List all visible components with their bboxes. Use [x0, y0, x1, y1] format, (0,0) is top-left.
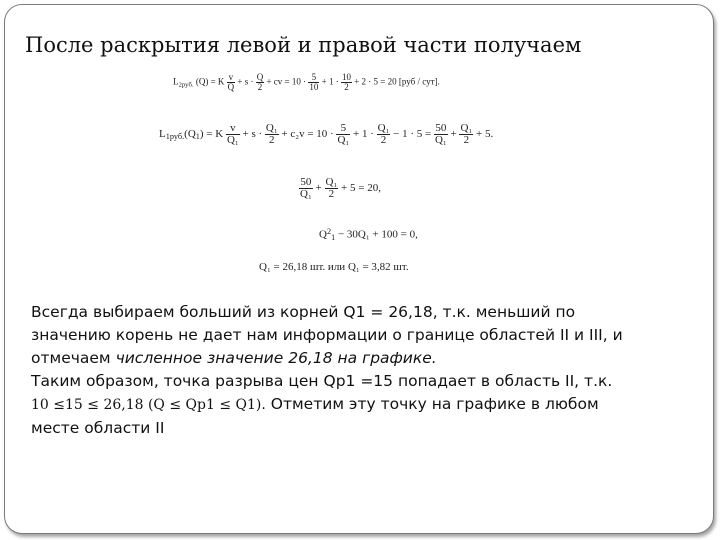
numerator: Q₁ [325, 176, 338, 188]
numerator: Q₁ [460, 122, 473, 134]
formula-text: + cv = 10 · [266, 76, 307, 87]
fraction [377, 123, 391, 146]
formula-quadratic [319, 227, 418, 242]
text-span: Отметим эту точку на графике в любом [265, 395, 599, 413]
numerator: Q₁ [377, 122, 390, 134]
fraction [265, 123, 279, 146]
numerator: Q [256, 72, 264, 82]
denominator: Q₁ [300, 188, 312, 200]
slide [4, 4, 714, 534]
numerator: 5 [336, 123, 350, 135]
numerator: 50 [435, 122, 447, 134]
fraction [459, 123, 473, 146]
text-line: Таким образом, точка разрыва цен Qp1 =15 попадает в область II, т.к. [31, 372, 613, 390]
explanation-text [31, 301, 701, 440]
fraction [299, 177, 313, 200]
inequality-text: 10 ≤15 ≤ 26,18 (Q ≤ Qp1 ≤ Q1). [31, 397, 266, 413]
fraction [325, 177, 339, 200]
denominator: 2 [257, 82, 263, 92]
formula-text: + s · [237, 76, 254, 87]
text-line: Всегда выбираем больший из корней Q1 = 26,18, т.к. меньший по [31, 303, 576, 321]
fraction [226, 123, 240, 146]
text-line [31, 393, 701, 417]
denominator: Q₁ [226, 134, 239, 146]
numerator: Q₁ [265, 122, 278, 134]
formula-text: + [315, 182, 322, 195]
fraction [308, 73, 319, 92]
fraction [336, 123, 350, 146]
denominator: 2 [269, 134, 275, 146]
formula-text: + 1 · [321, 76, 339, 87]
formula-text: Q₁ = 26,18 шт. или Q₁ = 3,82 шт. [259, 261, 409, 273]
formula-text: L [159, 128, 166, 141]
denominator: 2 [463, 134, 470, 146]
text-line: месте области II [31, 419, 165, 437]
numerator: 5 [308, 73, 319, 83]
formula-text: − 1 · 5 = [393, 128, 432, 141]
numerator: v [226, 123, 240, 135]
formula-equation [299, 177, 381, 200]
formula-text: + s · [242, 128, 263, 141]
formula-text: − 30Q₁ + 100 = 0, [337, 228, 418, 241]
fraction [256, 73, 265, 92]
formula-cost-q1 [159, 123, 493, 146]
text-span: отмечаем [31, 349, 116, 367]
denominator: 10 [309, 82, 319, 92]
formula-text: + [450, 128, 457, 141]
formula-text: (Q) = K [195, 76, 225, 87]
formula-cost-q [173, 73, 440, 92]
denominator: 2 [380, 134, 387, 146]
text-line [31, 347, 701, 370]
formula-superscript: 2 [326, 227, 332, 236]
formula-text: Q [319, 228, 327, 241]
formula-block [155, 71, 555, 285]
formula-text: L [173, 76, 179, 87]
formula-text: + 5 = 20, [341, 182, 381, 195]
formula-subscript: 2руб. [178, 81, 194, 89]
formula-text: + c₂v = 10 · [281, 128, 334, 141]
denominator: Q₁ [434, 134, 447, 146]
formula-text: + 1 · [353, 128, 374, 141]
formula-text: ) = K [199, 128, 224, 141]
numerator: v [228, 72, 234, 82]
fraction [341, 73, 352, 92]
formula-subscript: 1руб. [165, 132, 185, 142]
denominator: Q [227, 82, 235, 92]
formula-text: (Q [184, 128, 196, 141]
slide-title: После раскрытия левой и правой части получаем [25, 33, 582, 57]
formula-subscript: 1 [195, 132, 200, 142]
fraction [434, 123, 448, 146]
numerator: 50 [300, 176, 312, 188]
denominator: Q₁ [337, 134, 350, 146]
fraction [227, 73, 236, 92]
formula-text: + 2 · 5 = 20 [руб / сут]. [354, 76, 440, 87]
denominator: 2 [328, 188, 335, 200]
text-line: значению корень не дает нам информации о границе областей II и III, и [31, 326, 623, 344]
formula-roots [259, 261, 409, 273]
denominator: 2 [344, 82, 349, 92]
numerator: 10 [341, 72, 351, 82]
formula-text: + 5. [476, 128, 494, 141]
formula-subscript: 1 [331, 232, 336, 242]
emphasis-text: численное значение 26,18 на графике. [115, 349, 437, 367]
